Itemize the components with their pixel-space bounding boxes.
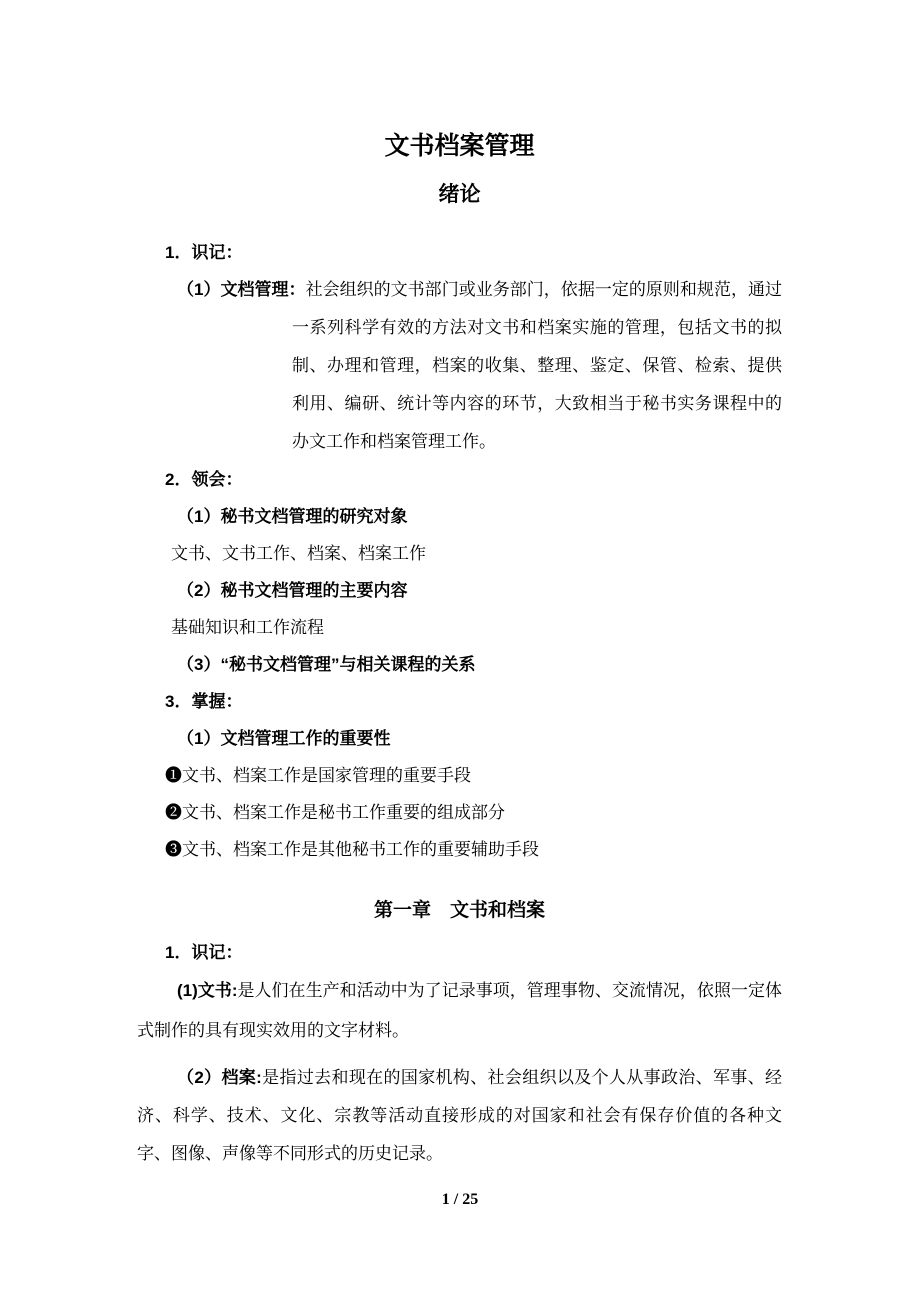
intro-point-3: ❸文书、档案工作是其他秘书工作的重要辅助手段	[165, 840, 539, 859]
definition-document-management	[137, 271, 782, 461]
chapter1-heading: 第一章 文书和档案	[373, 900, 545, 921]
intro-subheading-main-content: （2）秘书文档管理的主要内容	[177, 581, 408, 600]
intro-point-1: ❶文书、档案工作是国家管理的重要手段	[165, 766, 471, 785]
intro-body-main-content: 基础知识和工作流程	[171, 618, 324, 637]
definition-dangan-text: 是指过去和现在的国家机构、社会组织以及个人从事政治、军事、经济、科学、技术、文化、宗教等活动直接形成的对国家和社会有保存价值的各种文字、图像、声像等不同形式的历史记录。	[137, 1068, 782, 1163]
definition-document-management-label: （1）文档管理：	[177, 280, 306, 299]
document-content	[137, 0, 782, 1173]
definition-dangan-label: （2）档案:	[177, 1068, 262, 1087]
document-title: 文书档案管理	[384, 132, 535, 160]
intro-item-zhangwo: 3．掌握：	[165, 692, 243, 711]
intro-point-2: ❷文书、档案工作是秘书工作重要的组成部分	[165, 803, 505, 822]
intro-item-linghui: 2．领会：	[165, 470, 243, 489]
definition-document-management-text: 社会组织的文书部门或业务部门，依据一定的原则和规范，通过一系列科学有效的方法对文书和档案实施的管理，包括文书的拟制、办理和管理，档案的收集、整理、鉴定、保管、检索、提供利用、编研、统计等内容的环节，大致相当于秘书实务课程中的办文工作和档案管理工作。	[292, 280, 782, 451]
intro-subheading-research-object: （1）秘书文档管理的研究对象	[177, 507, 408, 526]
intro-item-shiji: 1．识记：	[165, 243, 243, 262]
chapter1-item-shiji: 1．识记：	[165, 943, 243, 962]
intro-body-research-object: 文书、文书工作、档案、档案工作	[171, 544, 426, 563]
definition-wenshu-text: 是人们在生产和活动中为了记录事项，管理事物、交流情况，依照一定体式制作的具有现实效用的文字材料。	[137, 981, 782, 1040]
intro-subheading-course-relation: （3）“秘书文档管理”与相关课程的关系	[177, 655, 476, 674]
intro-subheading-importance: （1）文档管理工作的重要性	[177, 729, 391, 748]
section-title-intro: 绪论	[438, 183, 481, 206]
definition-wenshu-label: (1)文书:	[177, 981, 238, 1000]
page-number: 1 / 25	[441, 1191, 479, 1208]
definition-dangan	[137, 1059, 782, 1173]
definition-wenshu	[137, 971, 782, 1051]
